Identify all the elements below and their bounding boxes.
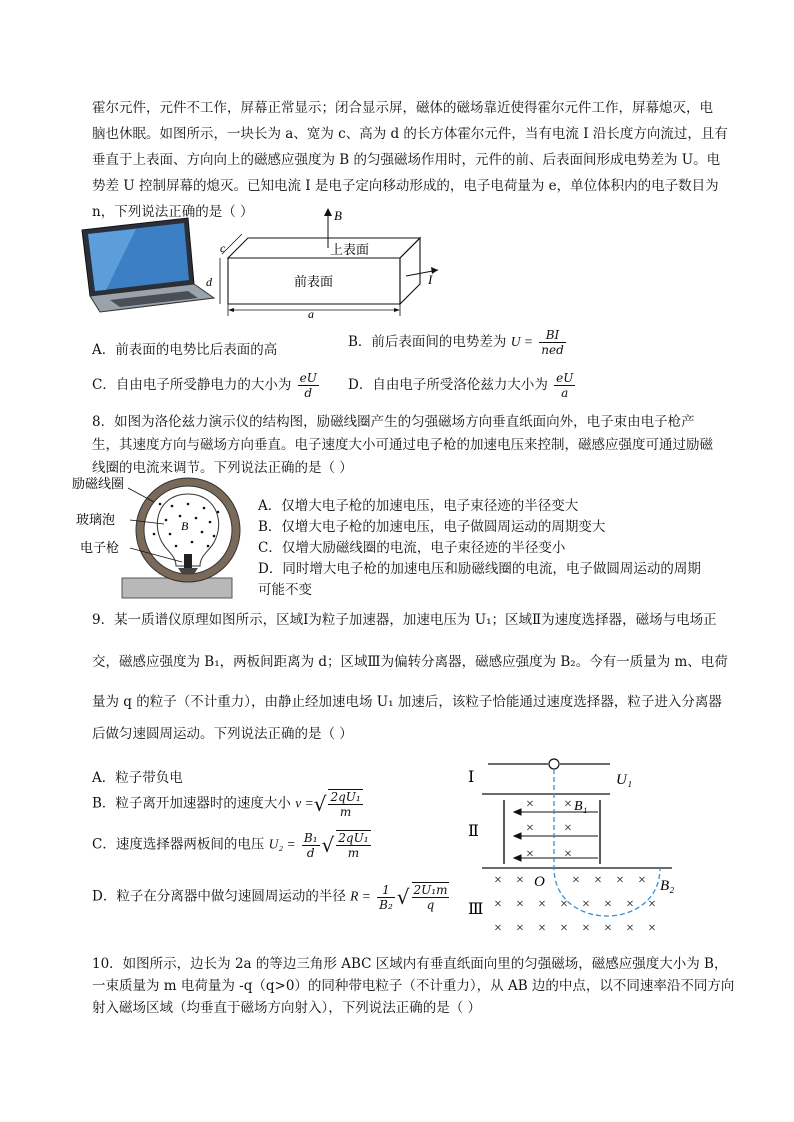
q9-option-d-fraction: $\frac{1}{\text{B₂}}$ [379,882,393,912]
intro-line-1: 霍尔元件，元件不工作，屏幕正常显示；闭合显示屏，磁体的磁场靠近使得霍尔元件工作，屏幕熄灭，电 [92,100,713,116]
q9-option-b: B．粒子离开加速器时的速度大小 v =√ $\frac{\text{2qU₁}}{m}$ [92,790,361,819]
q9-option-d-lhs: R = [350,888,371,904]
q7-option-d-fraction: $\frac{eU}{a}$ [556,371,574,400]
label-region-III: Ⅲ [468,901,484,918]
q7-option-b-lhs: U = [510,334,533,349]
q8-line-1: 8．如图为洛伦兹力演示仪的结构图，励磁线圈产生的匀强磁场方向垂直纸面向外，电子束由电子枪产 [92,414,695,430]
svg-text:×: × [564,821,572,836]
svg-text:×: × [538,897,546,912]
svg-text:×: × [526,847,534,862]
svg-text:×: × [526,821,534,836]
hall-box [228,238,420,304]
q10-line-1: 10．如图所示，边长为 2a 的等边三角形 ABC 区域内有垂直纸面向里的匀强磁场，磁感应强度大小为 B， [92,956,728,972]
label-a: a [308,307,314,320]
laptop-image [82,218,214,312]
svg-text:×: × [516,873,524,888]
svg-text:×: × [494,897,502,912]
svg-text:×: × [526,797,534,812]
figure-hall-element [76,208,456,320]
svg-text:×: × [516,897,524,912]
q7-option-b [348,328,568,357]
q7-option-d [348,371,577,400]
label-front-surface: 前表面 [294,274,334,289]
figure-lorentz-demonstrator [72,474,252,600]
svg-text:×: × [582,897,590,912]
svg-text:×: × [594,873,602,888]
label-I: I [428,272,433,287]
label-B-field: B [181,519,189,533]
intro-line-5: n，下列说法正确的是（ ） [92,204,254,220]
q7-option-c [92,371,321,400]
intro-line-4: 势差 U 控制屏幕的熄灭。已知电流 I 是电子定向移动形成的，电子电荷量为 e，单位体积内的电子数目为 [92,178,719,194]
label-U1: U₁ [616,772,633,788]
svg-text:×: × [626,897,634,912]
q9-option-c-radicand: $\frac{\text{2qU₁}}{m}$ [338,831,369,860]
svg-text:×: × [604,897,612,912]
q7-option-a: A．前表面的电势比后表面的高 [92,342,278,358]
q9-option-b-radicand: $\frac{\text{2qU₁}}{m}$ [330,790,361,819]
q9-option-d: D．粒子在分离器中做匀速圆周运动的半径 R = $\frac{1}{\text{B₂}}$ √ $\frac{\text{2U₁m}}{q}$ [92,882,448,912]
q9-line-3: 量为 q 的粒子（不计重力），由静止经加速电场 U₁ 加速后，该粒子恰能通过速度选择器，粒子进入分离器 [92,694,722,710]
q9-line-1: 9．某一质谱仪原理如图所示，区域Ⅰ为粒子加速器，加速电压为 U₁；区域Ⅱ为速度选择器，磁场与电场正 [92,612,717,628]
q10-line-2: 一束质量为 m 电荷量为 -q（q>0）的同种带电粒子（不计重力），从 AB 边的中点，以不同速率沿不同方向 [92,978,735,994]
q7-option-d-text: D．自由电子所受洛伦兹力大小为 [348,377,548,393]
label-top-surface: 上表面 [330,242,370,257]
label-region-I: Ⅰ [468,769,475,786]
q9-option-b-text: B．粒子离开加速器时的速度大小 [92,795,291,812]
label-glass-bulb: 玻璃泡 [76,512,116,527]
q7-option-b-fraction: $\frac{BI}{\text{ned}}$ [541,328,564,357]
q9-option-d-radicand: $\frac{\text{2U₁m}}{q}$ [413,883,448,912]
q9-option-c-fraction: $\frac{\text{B₁}}{d}$ [303,830,318,860]
q9-option-b-lhs: v = [295,795,314,811]
q7-option-c-fraction: $\frac{eU}{d}$ [299,371,317,400]
q8-option-a: A．仅增大电子枪的加速电压，电子束径迹的半径变大 [258,498,579,514]
q8-option-d-cont: 可能不变 [258,582,312,598]
q9-option-a: A．粒子带负电 [92,770,183,786]
label-coil: 励磁线圈 [72,476,125,491]
q7-option-c-text: C．自由电子所受静电力的大小为 [92,377,292,393]
particle-source [549,759,559,769]
svg-text:×: × [538,921,546,936]
q8-option-d: D．同时增大电子枪的加速电压和励磁线圈的电流，电子做圆周运动的周期 [258,561,701,577]
svg-text:×: × [560,921,568,936]
label-electron-gun: 电子枪 [80,540,120,555]
q9-option-c-lhs: U₂ = [268,836,296,852]
q9-option-c-text: C．速度选择器两板间的电压 [92,836,265,853]
q8-line-3: 线圈的电流来调节。下列说法正确的是（ ） [92,460,353,476]
svg-text:×: × [564,797,572,812]
svg-text:×: × [648,921,656,936]
intro-line-2: 脑也休眠。如图所示，一块长为 a、宽为 c、高为 d 的长方体霍尔元件，当有电流 I 沿长度方向流过，且有 [92,126,728,142]
intro-line-3: 垂直于上表面、方向向上的磁感应强度为 B 的匀强磁场作用时，元件的前、后表面间形成电势差为 U。电 [92,152,721,168]
q8-line-2: 生，其速度方向与磁场方向垂直。电子速度大小可通过电子枪的加速电压来控制，磁感应强度可通过励磁 [92,437,713,453]
label-O: O [534,874,545,890]
label-B2: B₂ [660,878,675,894]
svg-text:×: × [582,921,590,936]
svg-text:×: × [560,897,568,912]
q9-line-4: 后做匀速圆周运动。下列说法正确的是（ ） [92,726,353,742]
q10-line-3: 射入磁场区域（均垂直于磁场方向射入），下列说法正确的是（ ） [92,1000,482,1016]
q9-line-2: 交，磁感应强度为 B₁，两板间距离为 d；区域Ⅲ为偏转分离器，磁感应强度为 B₂。今有一质量为 m、电荷 [92,654,728,670]
q8-option-b: B．仅增大电子枪的加速电压，电子做圆周运动的周期变大 [258,519,606,535]
label-B1: B₁ [574,799,588,814]
svg-text:×: × [572,873,580,888]
svg-text:×: × [604,921,612,936]
label-c: c [220,241,226,255]
svg-text:×: × [648,897,656,912]
q8-option-c: C．仅增大励磁线圈的电流，电子束径迹的半径变小 [258,540,566,556]
q9-option-d-text: D．粒子在分离器中做匀速圆周运动的半径 [92,888,346,905]
q7-option-b-text: B．前后表面间的电势差为 [348,334,507,350]
label-d: d [206,275,212,289]
svg-text:×: × [516,921,524,936]
svg-text:×: × [626,921,634,936]
svg-text:×: × [494,921,502,936]
svg-text:×: × [638,873,646,888]
figure-mass-spectrometer [460,754,690,940]
svg-text:×: × [494,873,502,888]
label-B: B [334,208,342,223]
q9-option-c: C．速度选择器两板间的电压 U₂ = $\frac{\text{B₁}}{d}$ √ $\frac{\text{2qU₁}}{m}$ [92,830,369,860]
svg-text:×: × [564,847,572,862]
svg-text:×: × [616,873,624,888]
particle-trajectory [554,769,660,916]
label-region-II: Ⅱ [468,823,479,840]
